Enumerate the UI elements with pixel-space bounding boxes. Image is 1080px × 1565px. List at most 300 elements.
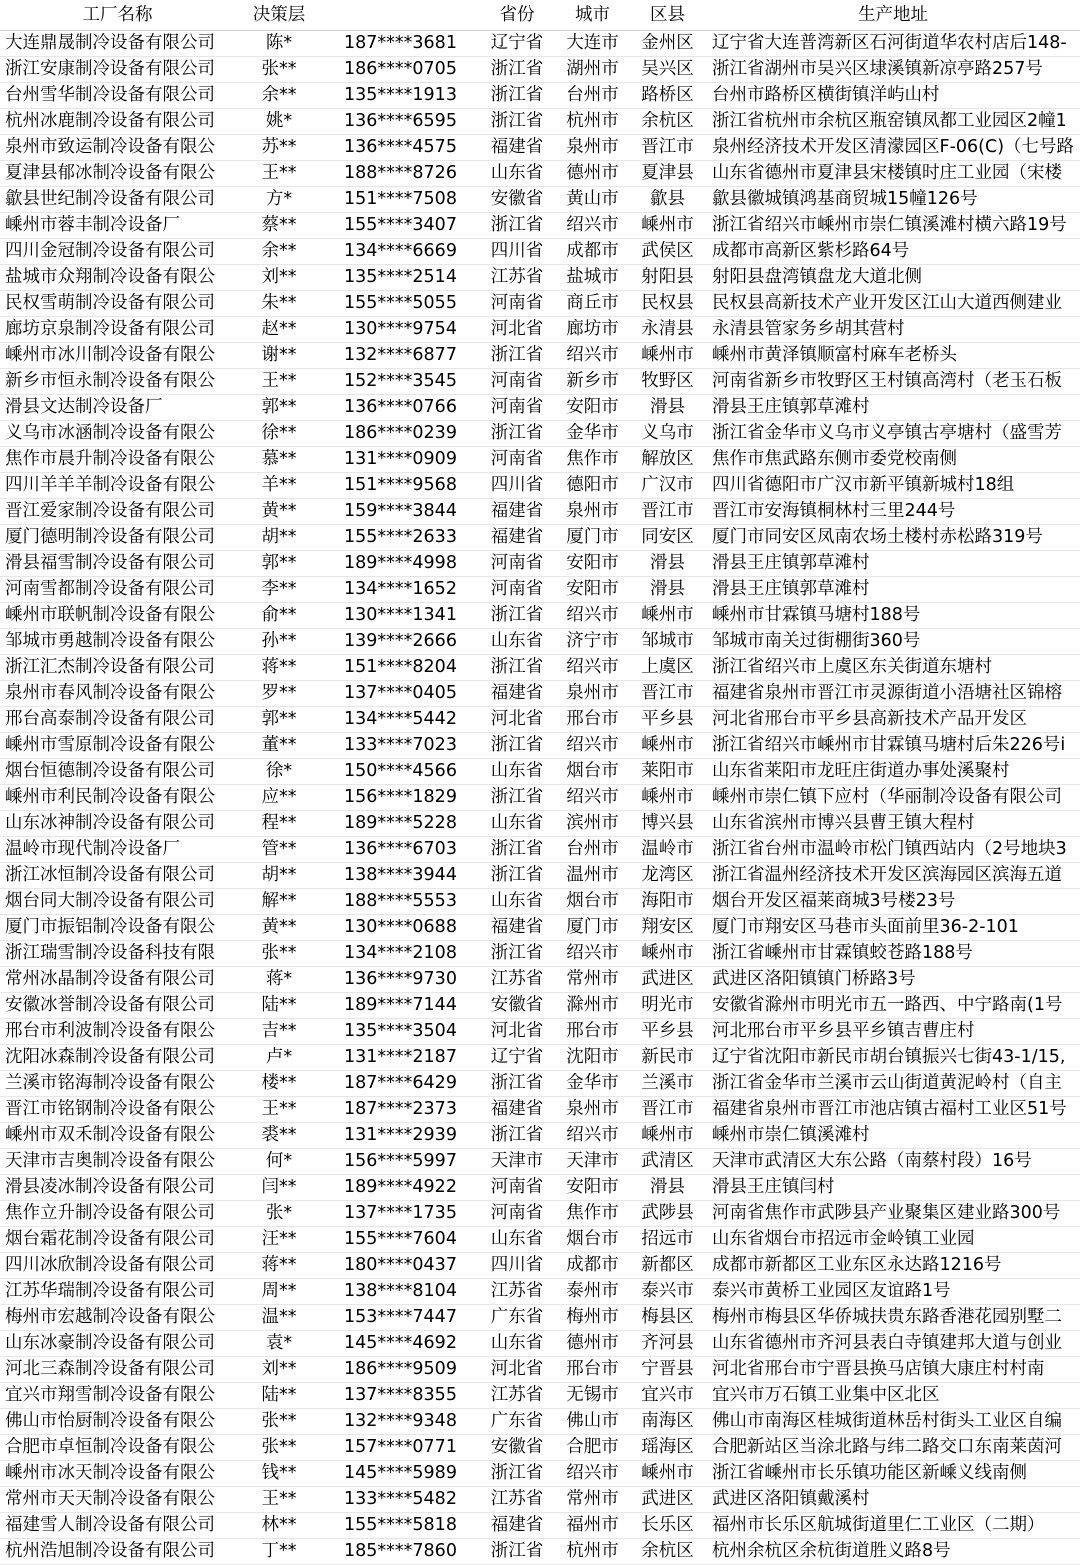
address-cell: 厦门市同安区凤南农场土楼村赤松路319号 [706,525,1080,551]
phone-cell: 189****4998 [323,551,478,577]
province-cell: 辽宁省 [478,1045,556,1071]
table-row [0,187,1080,213]
decision-maker-cell: 胡** [235,525,323,551]
table-row [0,1383,1080,1409]
decision-maker-cell: 余** [235,83,323,109]
district-cell: 同安区 [629,525,706,551]
phone-cell: 189****4922 [323,1175,478,1201]
decision-maker-cell: 张** [235,1435,323,1461]
table-row [0,1461,1080,1487]
decision-maker-cell: 丁** [235,1539,323,1565]
city-cell: 泉州市 [556,1097,629,1123]
decision-maker-cell: 王** [235,161,323,187]
table-row [0,1357,1080,1383]
province-cell: 广东省 [478,1409,556,1435]
province-cell: 江苏省 [478,265,556,291]
province-cell: 浙江省 [478,343,556,369]
district-cell: 永清县 [629,317,706,343]
province-cell: 河南省 [478,551,556,577]
district-cell: 晋江市 [629,1097,706,1123]
district-cell: 泰兴市 [629,1279,706,1305]
province-cell: 浙江省 [478,1123,556,1149]
province-cell: 河南省 [478,577,556,603]
address-cell: 嵊州市崇仁镇下应村（华丽制冷设备有限公司 [706,785,1080,811]
city-cell: 黄山市 [556,187,629,213]
decision-maker-cell: 赵** [235,317,323,343]
address-cell: 邹城市南关过街棚街360号 [706,629,1080,655]
city-cell: 金华市 [556,1071,629,1097]
city-cell: 廊坊市 [556,317,629,343]
province-cell: 福建省 [478,135,556,161]
table-row [0,109,1080,135]
district-cell: 射阳县 [629,265,706,291]
city-cell: 厦门市 [556,525,629,551]
decision-maker-cell: 周** [235,1279,323,1305]
decision-maker-cell: 蒋** [235,1253,323,1279]
district-cell: 兰溪市 [629,1071,706,1097]
province-cell: 浙江省 [478,1071,556,1097]
city-cell: 烟台市 [556,1227,629,1253]
province-cell: 河南省 [478,1175,556,1201]
factory-name-cell: 盐城市众翔制冷设备有限公 [0,265,235,291]
phone-cell: 136****9730 [323,967,478,993]
phone-cell: 137****8355 [323,1383,478,1409]
factory-name-cell: 嵊州市雪原制冷设备有限公 [0,733,235,759]
phone-cell: 151****7508 [323,187,478,213]
phone-cell: 135****2514 [323,265,478,291]
address-cell: 射阳县盘湾镇盘龙大道北侧 [706,265,1080,291]
province-cell: 福建省 [478,915,556,941]
address-cell: 嵊州市黄泽镇顺富村麻车老桥头 [706,343,1080,369]
city-cell: 泉州市 [556,499,629,525]
province-cell: 河南省 [478,291,556,317]
factory-name-cell: 佛山市怡厨制冷设备有限公 [0,1409,235,1435]
address-cell: 山东省德州市夏津县宋楼镇时庄工业园（宋楼 [706,161,1080,187]
district-cell: 晋江市 [629,681,706,707]
decision-maker-cell: 黄** [235,499,323,525]
city-cell: 安阳市 [556,551,629,577]
address-cell: 浙江省金华市义乌市义亭镇古亭塘村（盛雪芳 [706,421,1080,447]
city-cell: 焦作市 [556,1201,629,1227]
decision-maker-cell: 卢* [235,1045,323,1071]
city-cell: 德阳市 [556,473,629,499]
district-cell: 莱阳市 [629,759,706,785]
table-row [0,499,1080,525]
district-cell: 滑县 [629,395,706,421]
factory-name-cell: 福建雪人制冷设备有限公司 [0,1513,235,1539]
address-cell: 山东省莱阳市龙旺庄街道办事处溪聚村 [706,759,1080,785]
decision-maker-cell: 孙** [235,629,323,655]
table-row [0,837,1080,863]
district-cell: 武进区 [629,967,706,993]
decision-maker-cell: 解** [235,889,323,915]
address-cell: 安徽省滁州市明光市五一路西、中宁路南(1号 [706,993,1080,1019]
phone-cell: 137****0405 [323,681,478,707]
phone-cell: 189****7144 [323,993,478,1019]
address-cell: 合肥新站区当涂北路与纬二路交口东南莱茵河 [706,1435,1080,1461]
decision-maker-cell: 慕** [235,447,323,473]
decision-maker-cell: 黄** [235,915,323,941]
decision-maker-cell: 朱** [235,291,323,317]
header-province: 省份 [478,0,556,31]
address-cell: 厦门市翔安区马巷市头面前里36-2-101 [706,915,1080,941]
decision-maker-cell: 刘** [235,265,323,291]
decision-maker-cell: 刘** [235,1357,323,1383]
factory-name-cell: 嵊州市双禾制冷设备有限公 [0,1123,235,1149]
factory-name-cell: 河南雪都制冷设备有限公司 [0,577,235,603]
table-row [0,577,1080,603]
address-cell: 浙江省嵊州市甘霖镇蛟苍路188号 [706,941,1080,967]
province-cell: 山东省 [478,811,556,837]
factory-name-cell: 常州市天天制冷设备有限公 [0,1487,235,1513]
address-cell: 武进区洛阳镇镇门桥路3号 [706,967,1080,993]
province-cell: 河南省 [478,447,556,473]
address-cell: 福建省泉州市晋江市池店镇古福村工业区51号 [706,1097,1080,1123]
factory-name-cell: 杭州浩旭制冷设备有限公司 [0,1539,235,1565]
province-cell: 天津市 [478,1149,556,1175]
district-cell: 嵊州市 [629,733,706,759]
city-cell: 泉州市 [556,681,629,707]
province-cell: 福建省 [478,525,556,551]
table-row [0,785,1080,811]
table-row [0,135,1080,161]
factory-name-cell: 厦门德明制冷设备有限公司 [0,525,235,551]
phone-cell: 156****5997 [323,1149,478,1175]
phone-cell: 187****6429 [323,1071,478,1097]
city-cell: 绍兴市 [556,733,629,759]
table-row [0,83,1080,109]
factory-name-cell: 合肥市卓恒制冷设备有限公 [0,1435,235,1461]
address-cell: 山东省滨州市博兴县曹王镇大程村 [706,811,1080,837]
header-address: 生产地址 [706,0,1080,31]
decision-maker-cell: 张* [235,1201,323,1227]
city-cell: 德州市 [556,161,629,187]
factory-name-cell: 焦作立升制冷设备有限公司 [0,1201,235,1227]
table-row [0,1279,1080,1305]
decision-maker-cell: 徐* [235,759,323,785]
city-cell: 湖州市 [556,57,629,83]
city-cell: 安阳市 [556,1175,629,1201]
factory-name-cell: 浙江瑞雪制冷设备科技有限 [0,941,235,967]
header-city: 城市 [556,0,629,31]
phone-cell: 136****4575 [323,135,478,161]
address-cell: 永清县管家务乡胡其营村 [706,317,1080,343]
phone-cell: 134****5442 [323,707,478,733]
address-cell: 浙江省绍兴市嵊州市甘霖镇马塘村后朱226号i [706,733,1080,759]
phone-cell: 159****3844 [323,499,478,525]
address-cell: 浙江省台州市温岭市松门镇西站内（2号地块3 [706,837,1080,863]
table-row [0,213,1080,239]
table-row [0,1487,1080,1513]
phone-cell: 187****3681 [323,31,478,57]
decision-maker-cell: 蔡** [235,213,323,239]
city-cell: 无锡市 [556,1383,629,1409]
table-row [0,1149,1080,1175]
district-cell: 瑶海区 [629,1435,706,1461]
district-cell: 广汉市 [629,473,706,499]
phone-cell: 135****3504 [323,1019,478,1045]
factory-name-cell: 嵊州市冰天制冷设备有限公 [0,1461,235,1487]
district-cell: 武陟县 [629,1201,706,1227]
table-row [0,421,1080,447]
city-cell: 济宁市 [556,629,629,655]
table-row [0,265,1080,291]
table-row [0,161,1080,187]
factory-name-cell: 沈阳冰森制冷设备有限公司 [0,1045,235,1071]
address-cell: 浙江省绍兴市嵊州市崇仁镇溪滩村横六路19号 [706,213,1080,239]
phone-cell: 186****0705 [323,57,478,83]
province-cell: 浙江省 [478,109,556,135]
province-cell: 浙江省 [478,837,556,863]
factory-name-cell: 宜兴市翔雪制冷设备有限公 [0,1383,235,1409]
decision-maker-cell: 董** [235,733,323,759]
table-row [0,525,1080,551]
district-cell: 吴兴区 [629,57,706,83]
factory-name-cell: 邢台市利波制冷设备有限公 [0,1019,235,1045]
province-cell: 浙江省 [478,941,556,967]
factory-name-cell: 民权雪萌制冷设备有限公司 [0,291,235,317]
phone-cell: 133****7023 [323,733,478,759]
address-cell: 嵊州市崇仁镇溪滩村 [706,1123,1080,1149]
province-cell: 四川省 [478,1253,556,1279]
decision-maker-cell: 郭** [235,707,323,733]
decision-maker-cell: 郭** [235,395,323,421]
table-row [0,57,1080,83]
address-cell: 河北邢台市平乡县平乡镇吉曹庄村 [706,1019,1080,1045]
province-cell: 河北省 [478,707,556,733]
factory-name-cell: 嵊州市利民制冷设备有限公 [0,785,235,811]
decision-maker-cell: 姚* [235,109,323,135]
address-cell: 成都市新都区工业东区永达路1216号 [706,1253,1080,1279]
factory-name-cell: 邹城市勇越制冷设备有限公 [0,629,235,655]
table-row [0,1097,1080,1123]
table-body [0,31,1080,1565]
province-cell: 浙江省 [478,603,556,629]
city-cell: 绍兴市 [556,343,629,369]
district-cell: 长乐区 [629,1513,706,1539]
address-cell: 四川省德阳市广汉市新平镇新城村18组 [706,473,1080,499]
decision-maker-cell: 罗** [235,681,323,707]
district-cell: 嵊州市 [629,1123,706,1149]
city-cell: 绍兴市 [556,1461,629,1487]
address-cell: 晋江市安海镇桐林村三里244号 [706,499,1080,525]
province-cell: 河北省 [478,317,556,343]
address-cell: 焦作市焦武路东侧市委党校南侧 [706,447,1080,473]
address-cell: 滑县王庄镇闫村 [706,1175,1080,1201]
province-cell: 河北省 [478,1019,556,1045]
district-cell: 路桥区 [629,83,706,109]
phone-cell: 131****0909 [323,447,478,473]
district-cell: 新都区 [629,1253,706,1279]
factory-name-cell: 安徽冰誉制冷设备有限公司 [0,993,235,1019]
factory-name-cell: 烟台霜花制冷设备有限公司 [0,1227,235,1253]
address-cell: 滑县王庄镇郭草滩村 [706,577,1080,603]
phone-cell: 188****5553 [323,889,478,915]
district-cell: 歙县 [629,187,706,213]
phone-cell: 155****5818 [323,1513,478,1539]
city-cell: 绍兴市 [556,655,629,681]
city-cell: 烟台市 [556,889,629,915]
phone-cell: 153****7447 [323,1305,478,1331]
phone-cell: 130****1341 [323,603,478,629]
table-row [0,1019,1080,1045]
district-cell: 金州区 [629,31,706,57]
table-row [0,473,1080,499]
address-cell: 台州市路桥区横街镇洋屿山村 [706,83,1080,109]
city-cell: 绍兴市 [556,603,629,629]
city-cell: 泰州市 [556,1279,629,1305]
district-cell: 嵊州市 [629,941,706,967]
province-cell: 浙江省 [478,733,556,759]
city-cell: 常州市 [556,967,629,993]
factory-name-cell: 梅州市宏越制冷设备有限公 [0,1305,235,1331]
district-cell: 嵊州市 [629,343,706,369]
province-cell: 浙江省 [478,213,556,239]
factory-name-cell: 滑县文达制冷设备厂 [0,395,235,421]
province-cell: 浙江省 [478,1461,556,1487]
decision-maker-cell: 徐** [235,421,323,447]
factory-name-cell: 大连鼎晟制冷设备有限公司 [0,31,235,57]
decision-maker-cell: 王** [235,1097,323,1123]
factory-name-cell: 烟台恒德制冷设备有限公司 [0,759,235,785]
table-row [0,1305,1080,1331]
decision-maker-cell: 张** [235,57,323,83]
decision-maker-cell: 张** [235,941,323,967]
table-row [0,759,1080,785]
phone-cell: 145****4692 [323,1331,478,1357]
province-cell: 浙江省 [478,785,556,811]
decision-maker-cell: 袁* [235,1331,323,1357]
city-cell: 成都市 [556,239,629,265]
city-cell: 台州市 [556,837,629,863]
phone-cell: 155****2633 [323,525,478,551]
phone-cell: 130****9754 [323,317,478,343]
province-cell: 河北省 [478,1357,556,1383]
city-cell: 大连市 [556,31,629,57]
factory-name-cell: 常州冰晶制冷设备有限公司 [0,967,235,993]
decision-maker-cell: 谢** [235,343,323,369]
district-cell: 南海区 [629,1409,706,1435]
table-row [0,941,1080,967]
city-cell: 烟台市 [556,759,629,785]
district-cell: 民权县 [629,291,706,317]
address-cell: 浙江省温州经济技术开发区滨海园区滨海五道 [706,863,1080,889]
table-header-row [0,0,1080,31]
table-row [0,395,1080,421]
province-cell: 安徽省 [478,187,556,213]
phone-cell: 186****9509 [323,1357,478,1383]
address-cell: 宜兴市万石镇工业集中区北区 [706,1383,1080,1409]
city-cell: 安阳市 [556,395,629,421]
decision-maker-cell: 管** [235,837,323,863]
factory-name-cell: 台州雪华制冷设备有限公司 [0,83,235,109]
province-cell: 安徽省 [478,993,556,1019]
city-cell: 泉州市 [556,135,629,161]
table-row [0,863,1080,889]
city-cell: 沈阳市 [556,1045,629,1071]
table-row [0,1513,1080,1539]
phone-cell: 136****6703 [323,837,478,863]
factory-name-cell: 晋江市铭钢制冷设备有限公 [0,1097,235,1123]
city-cell: 厦门市 [556,915,629,941]
decision-maker-cell: 温** [235,1305,323,1331]
decision-maker-cell: 俞** [235,603,323,629]
province-cell: 安徽省 [478,1435,556,1461]
phone-cell: 150****4566 [323,759,478,785]
province-cell: 浙江省 [478,421,556,447]
address-cell: 天津市武清区大东公路（南蔡村段）16号 [706,1149,1080,1175]
address-cell: 泰兴市黄桥工业园区友谊路1号 [706,1279,1080,1305]
city-cell: 常州市 [556,1487,629,1513]
decision-maker-cell: 何* [235,1149,323,1175]
phone-cell: 136****6595 [323,109,478,135]
table-row [0,811,1080,837]
decision-maker-cell: 羊** [235,473,323,499]
district-cell: 嵊州市 [629,603,706,629]
address-cell: 河北省邢台市宁晋县换马店镇大康庄村村南 [706,1357,1080,1383]
table-row [0,1227,1080,1253]
decision-maker-cell: 陆** [235,1383,323,1409]
factory-name-cell: 四川羊羊羊制冷设备有限公 [0,473,235,499]
table-row [0,993,1080,1019]
decision-maker-cell: 胡** [235,863,323,889]
district-cell: 滑县 [629,1175,706,1201]
decision-maker-cell: 林** [235,1513,323,1539]
province-cell: 山东省 [478,759,556,785]
address-cell: 成都市高新区紫杉路64号 [706,239,1080,265]
factory-name-cell: 滑县凌冰制冷设备有限公司 [0,1175,235,1201]
factory-name-cell: 晋江爱家制冷设备有限公司 [0,499,235,525]
table-row [0,733,1080,759]
factory-name-cell: 四川金冠制冷设备有限公司 [0,239,235,265]
decision-maker-cell: 程** [235,811,323,837]
factory-name-cell: 厦门市振铝制冷设备有限公 [0,915,235,941]
table-row [0,1253,1080,1279]
table-row [0,1201,1080,1227]
city-cell: 焦作市 [556,447,629,473]
province-cell: 山东省 [478,889,556,915]
address-cell: 浙江省绍兴市上虞区东关街道东塘村 [706,655,1080,681]
factory-name-cell: 廊坊京泉制冷设备有限公司 [0,317,235,343]
province-cell: 山东省 [478,629,556,655]
phone-cell: 156****1829 [323,785,478,811]
phone-cell: 151****9568 [323,473,478,499]
province-cell: 福建省 [478,681,556,707]
header-phone [323,0,478,31]
phone-cell: 186****0239 [323,421,478,447]
district-cell: 滑县 [629,551,706,577]
district-cell: 梅县区 [629,1305,706,1331]
province-cell: 江苏省 [478,1487,556,1513]
province-cell: 浙江省 [478,655,556,681]
factory-name-cell: 浙江安康制冷设备有限公司 [0,57,235,83]
phone-cell: 132****6877 [323,343,478,369]
factory-name-cell: 义乌市冰涵制冷设备有限公 [0,421,235,447]
factory-name-cell: 四川冰欣制冷设备有限公司 [0,1253,235,1279]
address-cell: 辽宁省沈阳市新民市胡台镇振兴七街43-1/15, [706,1045,1080,1071]
province-cell: 河南省 [478,395,556,421]
city-cell: 福州市 [556,1513,629,1539]
phone-cell: 138****3944 [323,863,478,889]
phone-cell: 132****9348 [323,1409,478,1435]
table-row [0,343,1080,369]
decision-maker-cell: 陈* [235,31,323,57]
phone-cell: 155****7604 [323,1227,478,1253]
factory-name-cell: 天津市吉奥制冷设备有限公 [0,1149,235,1175]
table-row [0,31,1080,57]
factory-name-cell: 滑县福雪制冷设备有限公司 [0,551,235,577]
table-row [0,603,1080,629]
